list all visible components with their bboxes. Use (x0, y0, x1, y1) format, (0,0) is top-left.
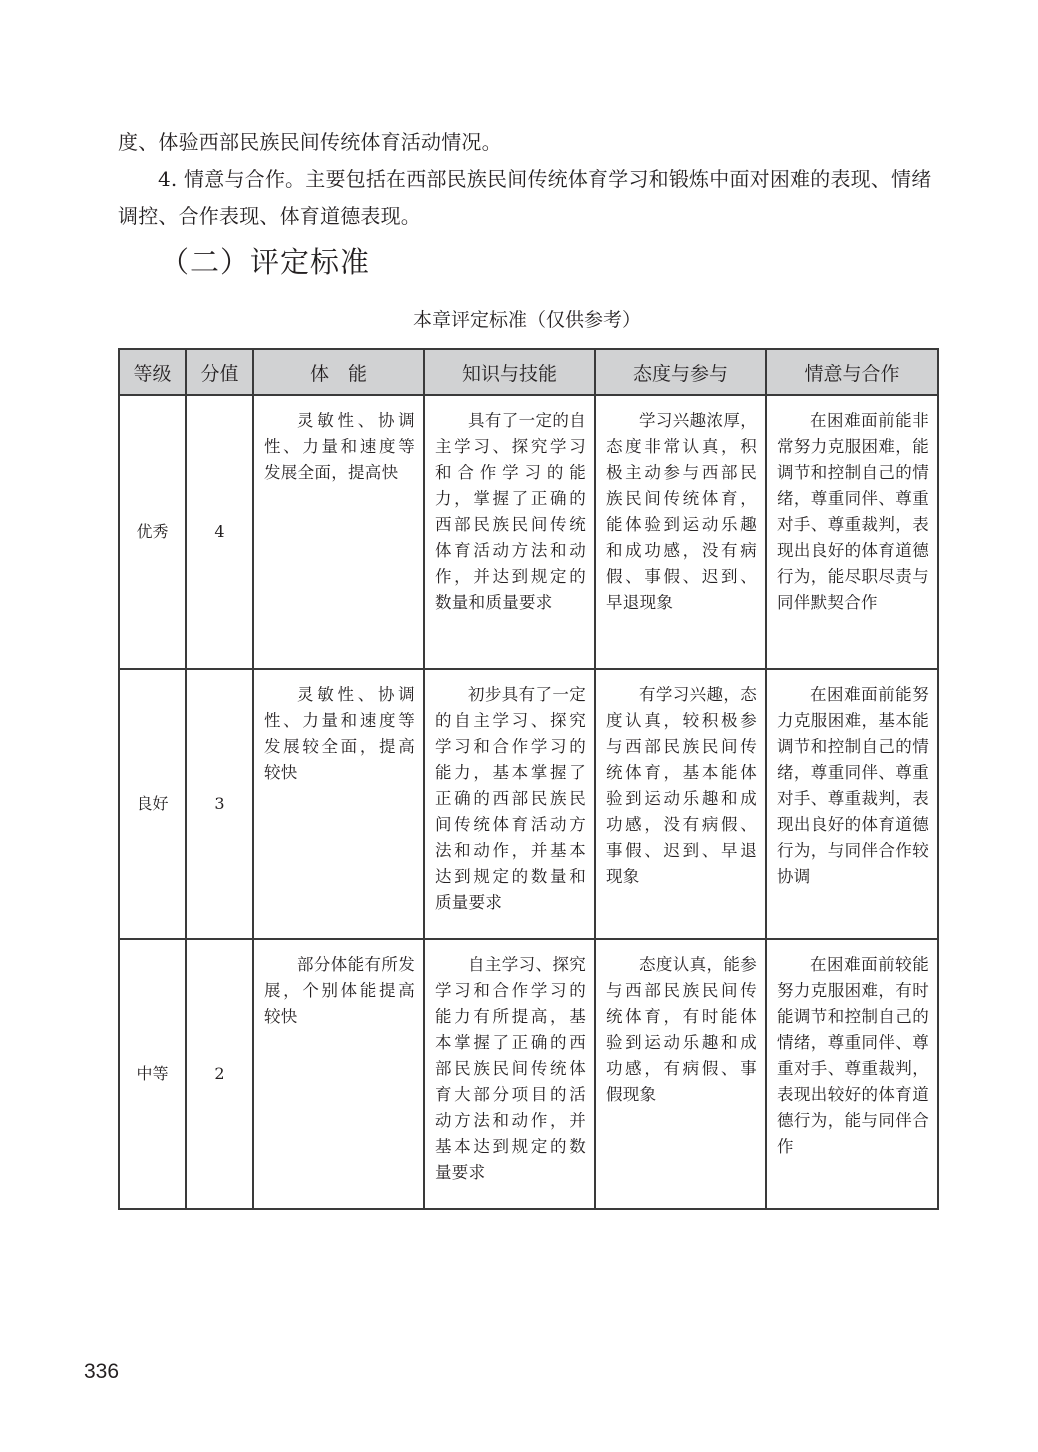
physical-cell (253, 669, 424, 939)
table-row (119, 939, 938, 1209)
knowledge-text: 自主学习、探究学习和合作学习的能力有所提高，基本掌握了正确的西部民族民间传统体育大部分项目的活动方法和动作，并基本达到规定的数量要求 (435, 955, 586, 1182)
header-physical: 体 能 (253, 349, 424, 395)
emotion-cell (766, 669, 938, 939)
score-cell: 2 (186, 939, 253, 1209)
header-emotion-cooperation: 情意与合作 (766, 349, 938, 395)
table-header-row (119, 349, 938, 395)
emotion-text: 在困难面前较能努力克服困难，有时能调节和控制自己的情绪，尊重同伴、尊重对手、尊重裁判，表现出较好的体育道德行为，能与同伴合作 (777, 955, 929, 1156)
knowledge-cell (424, 939, 595, 1209)
knowledge-text: 具有了一定的自主学习、探究学习和合作学习的能力，掌握了正确的西部民族民间传统体育活动方法和动作，并达到规定的数量和质量要求 (435, 411, 586, 612)
table-caption: 本章评定标准（仅供参考） (412, 309, 641, 331)
grade-cell: 中等 (119, 939, 186, 1209)
section-heading: （二）评定标准 (160, 245, 371, 279)
grade-cell: 良好 (119, 669, 186, 939)
attitude-cell (595, 395, 766, 669)
physical-text: 灵敏性、协调性、力量和速度等发展较全面，提高较快 (264, 685, 415, 782)
evaluation-standard-table (118, 348, 939, 1210)
header-grade: 等级 (119, 349, 186, 395)
attitude-text: 态度认真，能参与西部民族民间传统体育，有时能体验到运动乐趣和成功感，有病假、事假现象 (606, 955, 757, 1104)
body-paragraph-emotion-cooperation: 4. 情意与合作。主要包括在西部民族民间传统体育学习和锻炼中面对困难的表现、情绪调控、合作表现、体育道德表现。 (118, 167, 932, 228)
physical-text: 灵敏性、协调性、力量和速度等发展全面，提高快 (264, 411, 415, 482)
knowledge-cell (424, 669, 595, 939)
physical-cell (253, 395, 424, 669)
header-knowledge-skills: 知识与技能 (424, 349, 595, 395)
attitude-cell (595, 669, 766, 939)
emotion-cell (766, 939, 938, 1209)
table-row (119, 395, 938, 669)
score-cell: 4 (186, 395, 253, 669)
table-row (119, 669, 938, 939)
physical-cell (253, 939, 424, 1209)
knowledge-text: 初步具有了一定的自主学习、探究学习和合作学习的能力，基本掌握了正确的西部民族民间传统体育活动方法和动作，并基本达到规定的数量和质量要求 (435, 685, 586, 912)
emotion-text: 在困难面前能非常努力克服困难，能调节和控制自己的情绪，尊重同伴、尊重对手、尊重裁判，表现出良好的体育道德行为，能尽职尽责与同伴默契合作 (777, 411, 929, 612)
attitude-text: 有学习兴趣，态度认真，较积极参与西部民族民间传统体育，基本能体验到运动乐趣和成功感，没有病假、事假、迟到、早退现象 (606, 685, 757, 886)
emotion-text: 在困难面前能努力克服困难，基本能调节和控制自己的情绪，尊重同伴、尊重对手、尊重裁判，表现出良好的体育道德行为，与同伴合作较协调 (777, 685, 929, 886)
grade-cell: 优秀 (119, 395, 186, 669)
emotion-cell (766, 395, 938, 669)
attitude-cell (595, 939, 766, 1209)
body-paragraph-continued: 度、体验西部民族民间传统体育活动情况。 (118, 130, 502, 154)
knowledge-cell (424, 395, 595, 669)
page-number: 336 (84, 1360, 120, 1383)
attitude-text: 学习兴趣浓厚，态度非常认真，积极主动参与西部民族民间传统体育，能体验到运动乐趣和成功感，没有病假、事假、迟到、早退现象 (606, 411, 757, 612)
header-attitude-participation: 态度与参与 (595, 349, 766, 395)
header-score: 分值 (186, 349, 253, 395)
score-cell: 3 (186, 669, 253, 939)
physical-text: 部分体能有所发展，个别体能提高较快 (264, 955, 415, 1026)
